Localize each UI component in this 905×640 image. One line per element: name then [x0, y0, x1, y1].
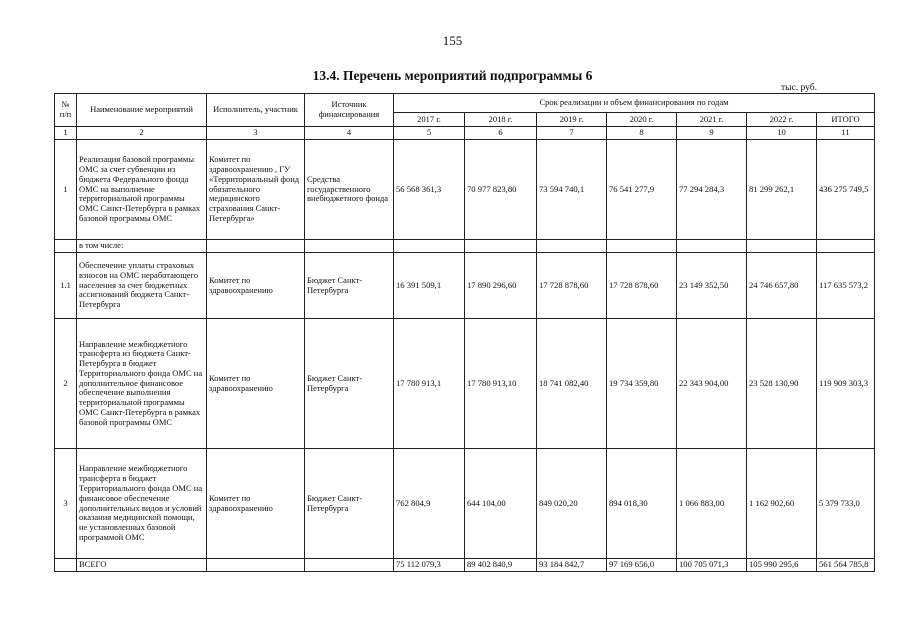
executor: Комитет по здравоохранению , ГУ «Территориальный фонд обязательного медицинского страхования Санкт-Петербурга»	[207, 140, 305, 240]
column-number: 1	[55, 127, 77, 140]
amount-cell	[465, 240, 537, 253]
row-number: 3	[55, 449, 77, 559]
total-amount: 89 402 840,9	[465, 559, 537, 572]
amount-cell	[747, 240, 817, 253]
column-number: 9	[677, 127, 747, 140]
amount-cell: 73 594 740,1	[537, 140, 607, 240]
amount-cell: 81 299 262,1	[747, 140, 817, 240]
measure-name: Направление межбюджетного трансферта в бюджет Территориального фонда ОМС на финансовое обеспечение дополнительных видов и условий оказания медицинской помощи, не установленных базовой программой ОМС	[77, 449, 207, 559]
column-number: 11	[817, 127, 875, 140]
measure-name: Обеспечение уплаты страховых взносов на ОМС неработающего населения за счет бюджетных ассигнований бюджета Санкт-Петербурга	[77, 253, 207, 319]
funding-source: Бюджет Санкт-Петербурга	[305, 253, 394, 319]
total-label: ВСЕГО	[77, 559, 207, 572]
row-number	[55, 240, 77, 253]
amount-total-cell: 5 379 733,0	[817, 449, 875, 559]
funding-source	[305, 240, 394, 253]
amount-total-cell: 117 635 573,2	[817, 253, 875, 319]
amount-cell: 22 343 904,00	[677, 319, 747, 449]
executor: Комитет по здравоохранению	[207, 319, 305, 449]
amount-cell: 18 741 082,40	[537, 319, 607, 449]
executor: Комитет по здравоохранению	[207, 253, 305, 319]
amount-cell: 894 018,30	[607, 449, 677, 559]
header-num: № п/п	[55, 94, 77, 127]
total-amount: 100 705 071,3	[677, 559, 747, 572]
row-number: 1.1	[55, 253, 77, 319]
amount-cell: 77 294 284,3	[677, 140, 747, 240]
executor: Комитет по здравоохранению	[207, 449, 305, 559]
amount-cell: 644 104,00	[465, 449, 537, 559]
amount-total-cell	[817, 240, 875, 253]
amount-cell: 76 541 277,9	[607, 140, 677, 240]
document-title: 13.4. Перечень мероприятий подпрограммы 6	[312, 68, 593, 83]
measure-name: в том числе:	[77, 240, 207, 253]
row-number: 2	[55, 319, 77, 449]
amount-cell: 17 728 878,60	[537, 253, 607, 319]
total-amount: 75 112 079,3	[394, 559, 465, 572]
table-row	[55, 253, 875, 319]
amount-cell	[394, 240, 465, 253]
amount-cell: 17 780 913,1	[394, 319, 465, 449]
funding-source: Бюджет Санкт-Петербурга	[305, 319, 394, 449]
amount-cell: 762 804,9	[394, 449, 465, 559]
units-label: тыс. руб.	[781, 83, 817, 93]
row-number	[55, 559, 77, 572]
funding-source	[305, 559, 394, 572]
column-number: 8	[607, 127, 677, 140]
amount-cell: 24 746 657,80	[747, 253, 817, 319]
amount-cell: 56 568 361,3	[394, 140, 465, 240]
column-number: 3	[207, 127, 305, 140]
total-amount: 93 184 842,7	[537, 559, 607, 572]
header-executor: Исполнитель, участник	[207, 94, 305, 127]
amount-cell: 1 066 883,00	[677, 449, 747, 559]
column-number: 7	[537, 127, 607, 140]
executor	[207, 240, 305, 253]
measures-table	[54, 93, 875, 572]
table-row	[55, 240, 875, 253]
funding-source: Средства государственного внебюджетного фонда	[305, 140, 394, 240]
total-amount: 105 990 295,6	[747, 559, 817, 572]
table-row	[55, 449, 875, 559]
column-number-row	[55, 127, 875, 140]
total-row	[55, 559, 875, 572]
funding-source: Бюджет Санкт-Петербурга	[305, 449, 394, 559]
header-year: 2017 г.	[394, 113, 465, 127]
column-number: 4	[305, 127, 394, 140]
amount-cell: 849 020,20	[537, 449, 607, 559]
header-year: 2019 г.	[537, 113, 607, 127]
column-number: 5	[394, 127, 465, 140]
amount-cell	[607, 240, 677, 253]
amount-cell: 19 734 359,80	[607, 319, 677, 449]
amount-cell: 17 890 296,60	[465, 253, 537, 319]
amount-cell: 23 149 352,50	[677, 253, 747, 319]
amount-cell	[677, 240, 747, 253]
amount-total-cell: 119 909 303,3	[817, 319, 875, 449]
header-source: Источник финансирования	[305, 94, 394, 127]
measure-name: Реализация базовой программы ОМС за счет субвенции из бюджета Федерального фонда ОМС на выполнение территориальной программы ОМС Санкт-Петербурга в рамках базовой программы ОМС	[77, 140, 207, 240]
header-year: 2022 г.	[747, 113, 817, 127]
amount-cell	[537, 240, 607, 253]
column-number: 6	[465, 127, 537, 140]
header-year: 2020 г.	[607, 113, 677, 127]
page-number: 155	[442, 33, 463, 48]
amount-cell: 17 728 878,60	[607, 253, 677, 319]
header-year: 2021 г.	[677, 113, 747, 127]
column-number: 2	[77, 127, 207, 140]
column-number: 10	[747, 127, 817, 140]
amount-total-cell: 436 275 749,5	[817, 140, 875, 240]
amount-cell: 1 162 902,60	[747, 449, 817, 559]
header-row	[55, 94, 875, 113]
header-period: Срок реализации и объем финансирования по годам	[394, 94, 875, 113]
table-row	[55, 140, 875, 240]
amount-cell: 70 977 823,80	[465, 140, 537, 240]
measure-name: Направление межбюджетного трансферта из бюджета Санкт-Петербурга в бюджет Территориального фонда ОМС на дополнительное финансовое обеспечение выполнения территориальной программы ОМС Санкт-Петербурга в рамках базовой программы ОМС	[77, 319, 207, 449]
executor	[207, 559, 305, 572]
header-total: ИТОГО	[817, 113, 875, 127]
amount-cell: 23 528 130,90	[747, 319, 817, 449]
header-year: 2018 г.	[465, 113, 537, 127]
grand-total: 561 564 785,8	[817, 559, 875, 572]
table-row	[55, 319, 875, 449]
row-number: 1	[55, 140, 77, 240]
header-name: Наименование мероприятий	[77, 94, 207, 127]
amount-cell: 16 391 509,1	[394, 253, 465, 319]
total-amount: 97 169 656,0	[607, 559, 677, 572]
amount-cell: 17 780 913,10	[465, 319, 537, 449]
